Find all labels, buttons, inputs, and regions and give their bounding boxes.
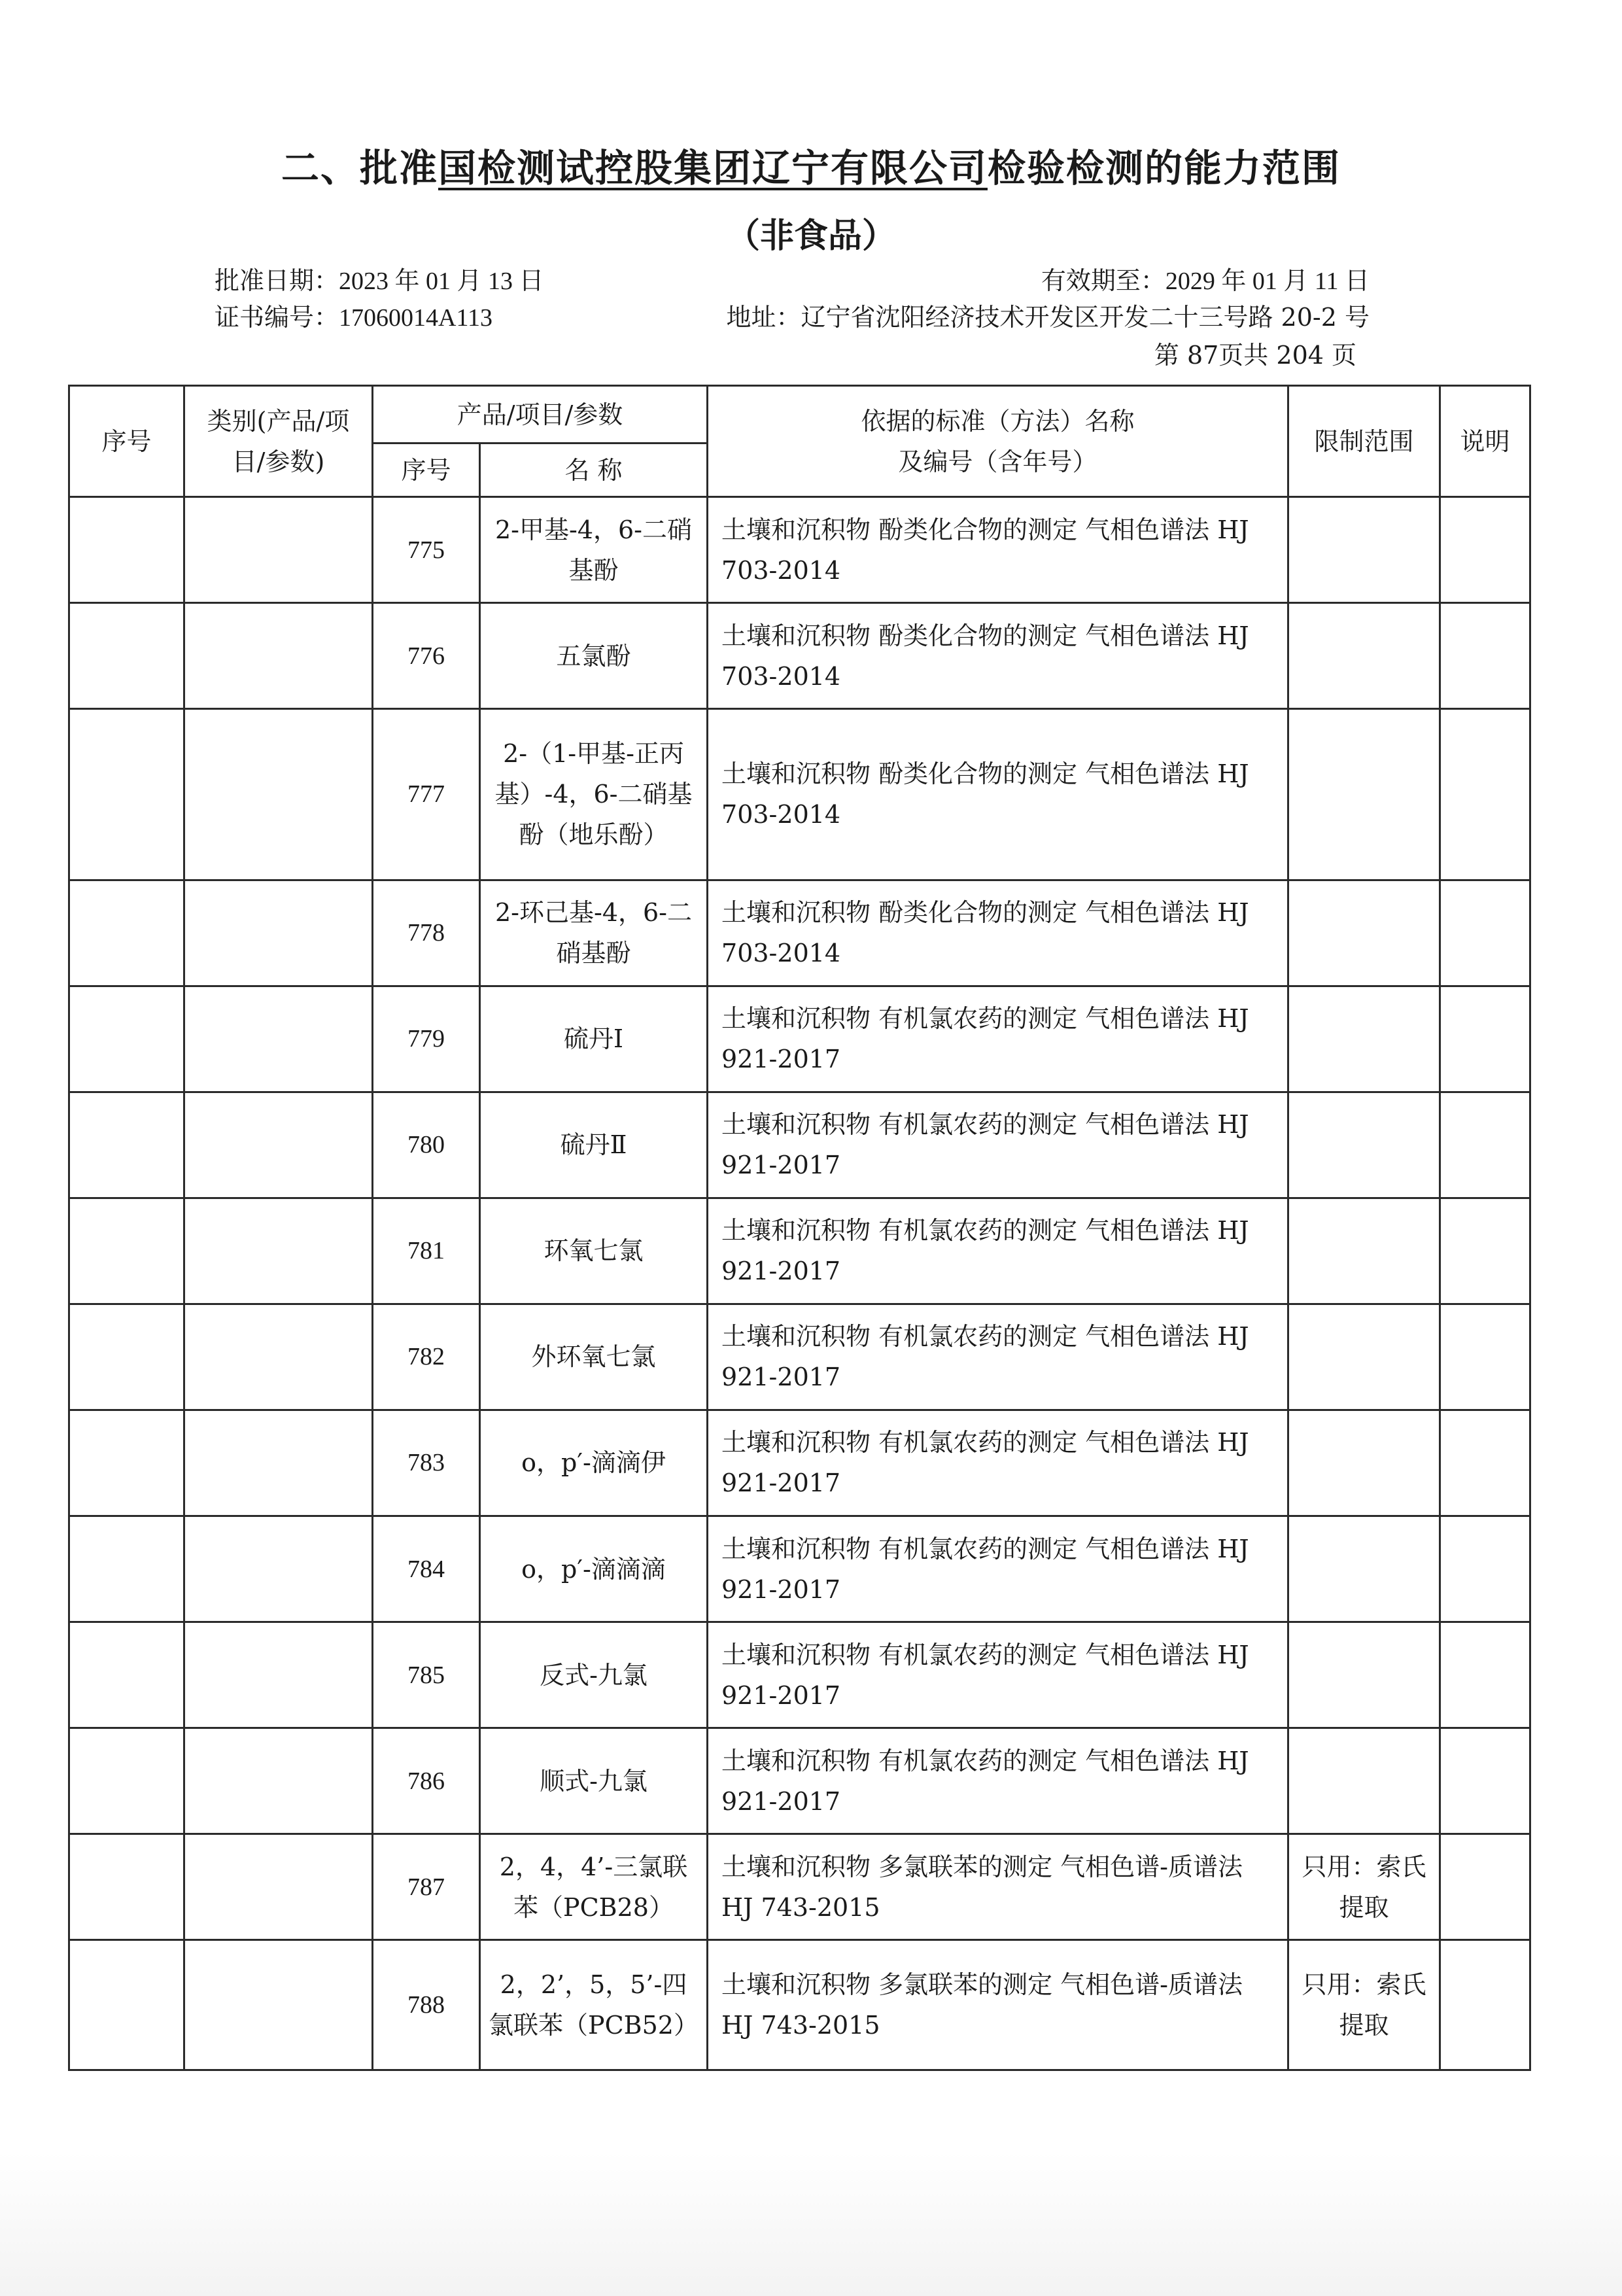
valid-until-label: 有效期至： xyxy=(1041,266,1165,295)
table-row xyxy=(69,709,1530,880)
header-standard xyxy=(708,386,1288,497)
header-limit: 限制范围 xyxy=(1288,386,1440,497)
cell-item-no: 786 xyxy=(373,1728,480,1834)
cell-seq xyxy=(69,880,184,986)
header-category: 类别(产品/项目/参数) xyxy=(184,386,373,497)
cell-seq xyxy=(69,1728,184,1834)
cell-category xyxy=(184,986,373,1092)
table-row xyxy=(69,497,1530,603)
cell-item-no: 775 xyxy=(373,497,480,603)
table-row xyxy=(69,1940,1530,2070)
cell-item-no: 779 xyxy=(373,986,480,1092)
table-row xyxy=(69,880,1530,986)
cell-item-name: 2-环己基-4，6-二硝基酚 xyxy=(480,880,708,986)
cell-note xyxy=(1440,1940,1530,2070)
table-row xyxy=(69,1092,1530,1198)
cell-standard: 土壤和沉积物 酚类化合物的测定 气相色谱法 HJ 703-2014 xyxy=(708,709,1288,880)
header-product: 产品/项目/参数 xyxy=(373,386,708,444)
cell-note xyxy=(1440,1622,1530,1728)
cell-seq xyxy=(69,1304,184,1410)
cell-category xyxy=(184,497,373,603)
cell-item-name: 环氧七氯 xyxy=(480,1198,708,1304)
certificate-number-label: 证书编号： xyxy=(215,303,339,332)
cell-seq xyxy=(69,1198,184,1304)
cell-item-name: o，p′-滴滴滴 xyxy=(480,1516,708,1622)
cell-standard: 土壤和沉积物 有机氯农药的测定 气相色谱法 HJ 921-2017 xyxy=(708,1410,1288,1516)
table-header xyxy=(69,386,1530,497)
cell-item-name: 顺式-九氯 xyxy=(480,1728,708,1834)
header-sub-name: 名 称 xyxy=(480,444,708,497)
cell-seq xyxy=(69,709,184,880)
cell-limit xyxy=(1288,986,1440,1092)
certificate-number-line xyxy=(215,297,492,333)
table-row xyxy=(69,1516,1530,1622)
cell-note xyxy=(1440,1198,1530,1304)
cell-note xyxy=(1440,1092,1530,1198)
cell-standard: 土壤和沉积物 有机氯农药的测定 气相色谱法 HJ 921-2017 xyxy=(708,1198,1288,1304)
cell-limit xyxy=(1288,1516,1440,1622)
header-standard-line1: 依据的标准（方法）名称 xyxy=(861,406,1135,436)
cell-item-name: 2-甲基-4，6-二硝基酚 xyxy=(480,497,708,603)
scan-bottom-edge xyxy=(0,2152,1622,2296)
cell-standard: 土壤和沉积物 酚类化合物的测定 气相色谱法 HJ 703-2014 xyxy=(708,497,1288,603)
cell-limit xyxy=(1288,1198,1440,1304)
table-row xyxy=(69,603,1530,709)
header-standard-line2: 及编号（含年号） xyxy=(898,447,1097,476)
table-row xyxy=(69,1304,1530,1410)
cell-item-no: 785 xyxy=(373,1622,480,1728)
table-row xyxy=(69,1728,1530,1834)
cell-item-name: o，p′-滴滴伊 xyxy=(480,1410,708,1516)
cell-category xyxy=(184,1410,373,1516)
approval-date-label: 批准日期： xyxy=(215,266,339,295)
valid-until-line xyxy=(1041,260,1370,296)
address-line xyxy=(726,297,1370,333)
title-prefix: 二、批准 xyxy=(281,146,438,190)
address-label: 地址： xyxy=(726,303,801,332)
cell-standard: 土壤和沉积物 酚类化合物的测定 气相色谱法 HJ 703-2014 xyxy=(708,603,1288,709)
cell-limit xyxy=(1288,1410,1440,1516)
table-row xyxy=(69,986,1530,1092)
cell-item-name: 2，4，4’-三氯联苯（PCB28） xyxy=(480,1834,708,1940)
header-row xyxy=(69,386,1530,444)
cell-category xyxy=(184,709,373,880)
capability-table xyxy=(68,385,1531,2071)
cell-seq xyxy=(69,1516,184,1622)
header-seq: 序号 xyxy=(69,386,184,497)
table-row xyxy=(69,1410,1530,1516)
cell-item-name: 硫丹Ⅱ xyxy=(480,1092,708,1198)
organization-name: 国检测试控股集团辽宁有限公司 xyxy=(438,146,988,190)
document-subtitle: （非食品） xyxy=(725,217,896,256)
cell-category xyxy=(184,1304,373,1410)
cell-standard: 土壤和沉积物 有机氯农药的测定 气相色谱法 HJ 921-2017 xyxy=(708,1622,1288,1728)
cell-item-no: 780 xyxy=(373,1092,480,1198)
cell-item-no: 776 xyxy=(373,603,480,709)
cell-standard: 土壤和沉积物 有机氯农药的测定 气相色谱法 HJ 921-2017 xyxy=(708,986,1288,1092)
document-title xyxy=(0,137,1622,192)
cell-note xyxy=(1440,603,1530,709)
cell-standard: 土壤和沉积物 有机氯农药的测定 气相色谱法 HJ 921-2017 xyxy=(708,1092,1288,1198)
cell-item-name: 外环氧七氯 xyxy=(480,1304,708,1410)
cell-note xyxy=(1440,1304,1530,1410)
cell-category xyxy=(184,1834,373,1940)
approval-date: 2023 年 01 月 13 日 xyxy=(339,268,544,295)
table-row xyxy=(69,1622,1530,1728)
cell-standard: 土壤和沉积物 有机氯农药的测定 气相色谱法 HJ 921-2017 xyxy=(708,1728,1288,1834)
cell-item-name: 2，2’，5，5’-四氯联苯（PCB52） xyxy=(480,1940,708,2070)
cell-limit xyxy=(1288,1622,1440,1728)
cell-item-no: 781 xyxy=(373,1198,480,1304)
cell-item-name: 反式-九氯 xyxy=(480,1622,708,1728)
cell-category xyxy=(184,1198,373,1304)
table-body xyxy=(69,497,1530,2070)
cell-seq xyxy=(69,1940,184,2070)
cell-item-no: 783 xyxy=(373,1410,480,1516)
cell-note xyxy=(1440,1516,1530,1622)
cell-note xyxy=(1440,1728,1530,1834)
cell-seq xyxy=(69,1092,184,1198)
cell-item-name: 2-（1-甲基-正丙基）-4，6-二硝基酚（地乐酚） xyxy=(480,709,708,880)
title-suffix: 检验检测的能力范围 xyxy=(988,146,1341,190)
cell-standard: 土壤和沉积物 多氯联苯的测定 气相色谱-质谱法 HJ 743-2015 xyxy=(708,1834,1288,1940)
cell-seq xyxy=(69,1410,184,1516)
cell-category xyxy=(184,880,373,986)
page-number: 第 87页共 204 页 xyxy=(1154,341,1356,370)
cell-seq xyxy=(69,1834,184,1940)
table-row xyxy=(69,1834,1530,1940)
cell-standard: 土壤和沉积物 有机氯农药的测定 气相色谱法 HJ 921-2017 xyxy=(708,1304,1288,1410)
cell-note xyxy=(1440,709,1530,880)
approval-date-line xyxy=(215,260,544,296)
cell-standard: 土壤和沉积物 多氯联苯的测定 气相色谱-质谱法 HJ 743-2015 xyxy=(708,1940,1288,2070)
cell-item-no: 788 xyxy=(373,1940,480,2070)
certificate-number: 17060014A113 xyxy=(339,304,493,332)
cell-limit xyxy=(1288,603,1440,709)
cell-note xyxy=(1440,880,1530,986)
cell-standard: 土壤和沉积物 酚类化合物的测定 气相色谱法 HJ 703-2014 xyxy=(708,880,1288,986)
cell-category xyxy=(184,1728,373,1834)
cell-note xyxy=(1440,1834,1530,1940)
cell-standard: 土壤和沉积物 有机氯农药的测定 气相色谱法 HJ 921-2017 xyxy=(708,1516,1288,1622)
header-sub-seq: 序号 xyxy=(373,444,480,497)
cell-category xyxy=(184,1622,373,1728)
cell-seq xyxy=(69,986,184,1092)
cell-limit xyxy=(1288,709,1440,880)
cell-category xyxy=(184,1516,373,1622)
cell-limit xyxy=(1288,1728,1440,1834)
cell-seq xyxy=(69,603,184,709)
cell-limit xyxy=(1288,880,1440,986)
header-note: 说明 xyxy=(1440,386,1530,497)
cell-item-no: 784 xyxy=(373,1516,480,1622)
cell-item-no: 777 xyxy=(373,709,480,880)
cell-limit xyxy=(1288,497,1440,603)
cell-limit xyxy=(1288,1092,1440,1198)
cell-category xyxy=(184,1940,373,2070)
cell-note xyxy=(1440,497,1530,603)
cell-limit xyxy=(1288,1304,1440,1410)
address: 辽宁省沈阳经济技术开发区开发二十三号路 20-2 号 xyxy=(801,303,1370,332)
cell-category xyxy=(184,603,373,709)
cell-note xyxy=(1440,986,1530,1092)
cell-category xyxy=(184,1092,373,1198)
valid-until-date: 2029 年 01 月 11 日 xyxy=(1165,268,1370,295)
cell-item-no: 778 xyxy=(373,880,480,986)
cell-item-no: 787 xyxy=(373,1834,480,1940)
cell-limit: 只用：索氏提取 xyxy=(1288,1940,1440,2070)
cell-seq xyxy=(69,1622,184,1728)
cell-item-name: 硫丹Ⅰ xyxy=(480,986,708,1092)
cell-note xyxy=(1440,1410,1530,1516)
cell-limit: 只用：索氏提取 xyxy=(1288,1834,1440,1940)
table-row xyxy=(69,1198,1530,1304)
cell-item-no: 782 xyxy=(373,1304,480,1410)
cell-seq xyxy=(69,497,184,603)
cell-item-name: 五氯酚 xyxy=(480,603,708,709)
